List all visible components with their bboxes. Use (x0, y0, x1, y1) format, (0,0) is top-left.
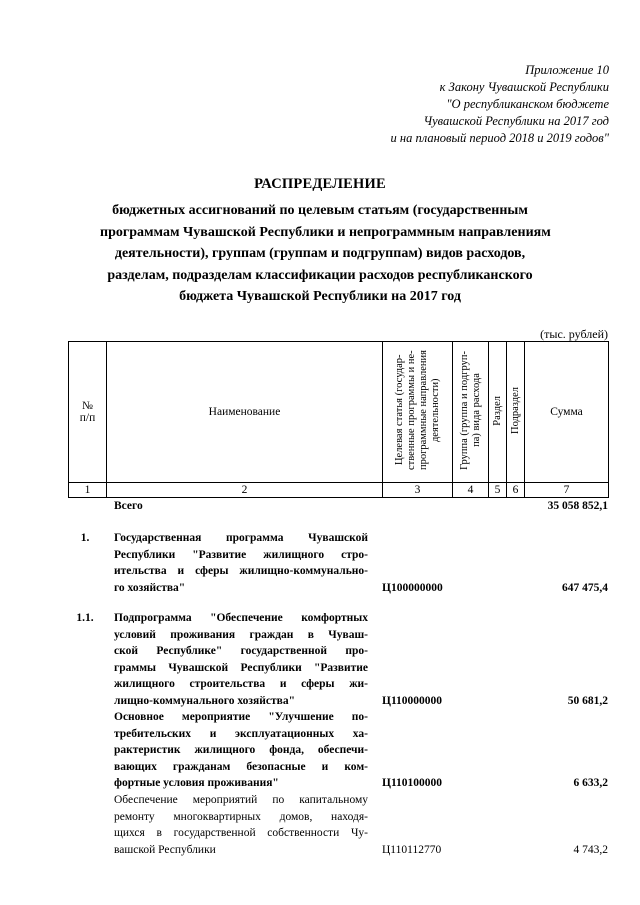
header-subsection (507, 342, 525, 483)
header-target-line: деятельности) (429, 378, 441, 443)
row-sum: 35 058 852,1 (547, 500, 608, 512)
row-name (114, 792, 368, 858)
row-name-line: ремонту многоквартирных домов, находя- (114, 810, 368, 823)
budget-table (68, 341, 609, 498)
row-name-line: Республики "Развитие жилищного стро- (114, 548, 368, 561)
header-target (383, 342, 453, 483)
row-name-line: жилищного строительства и сферы жи- (114, 678, 368, 690)
annex-line: Приложение 10 (525, 63, 609, 77)
subtitle-line: разделам, подразделам классификации расходов республиканского (107, 267, 533, 283)
row-name (114, 610, 368, 709)
subtitle-line: бюджета Чувашской Республики на 2017 год (179, 289, 461, 304)
row-name-line: условий проживания граждан в Чуваш- (114, 628, 368, 641)
row-sum: 50 681,2 (567, 694, 608, 707)
row-name-line: Основное мероприятие "Улучшение по- (114, 711, 368, 723)
row-code: Ц100000000 (382, 581, 443, 594)
index-cell: 3 (383, 483, 453, 498)
index-cell: 6 (507, 483, 525, 498)
row-name-line: граммы Чувашской Республики "Развитие (114, 661, 368, 674)
header-group (453, 342, 489, 483)
header-name: Наименование (107, 342, 383, 483)
header-subsection-text: Подраздел (509, 387, 521, 434)
header-target-line: ственные программы и не- (405, 350, 417, 471)
header-num: № п/п (69, 342, 107, 483)
row-name (114, 709, 368, 792)
row-name (114, 498, 368, 515)
document-title: РАСПРЕДЕЛЕНИЕ (254, 176, 386, 192)
table-index-row (69, 483, 609, 498)
row-name-line: вающих гражданам безопасные и ком- (114, 760, 368, 773)
row-name-line: фортные условия проживания" (114, 777, 279, 789)
row-code: Ц110112770 (382, 843, 442, 856)
table-header-row (69, 342, 609, 483)
subtitle-line: бюджетных ассигнований по целевым статьям (государственным (112, 203, 528, 218)
header-group-line: па) вида расхода (470, 373, 482, 448)
row-name-line: требительских и эксплуатационных ха- (114, 727, 368, 740)
annex-line: к Закону Чувашской Республики (439, 80, 609, 94)
header-section (489, 342, 507, 483)
row-name-line: Всего (114, 500, 143, 512)
row-code: Ц110000000 (382, 694, 443, 707)
document-subtitle (100, 200, 551, 308)
row-name-line: лищно-коммунального хозяйства" (114, 694, 295, 707)
row-name-line: вашской Республики (114, 843, 216, 856)
header-sum: Сумма (525, 342, 609, 483)
row-sum: 647 475,4 (562, 581, 608, 594)
header-target-line: программные направления (417, 350, 429, 471)
row-sum: 4 743,2 (573, 843, 608, 856)
index-cell: 2 (107, 483, 383, 498)
row-name-line: щихся в государственной собственности Чу- (114, 827, 368, 839)
index-cell: 7 (525, 483, 609, 498)
row-num: 1.1. (76, 612, 94, 624)
row-name-line: рактеристик жилищного фонда, обеспечи- (114, 744, 368, 756)
annex-line: и на плановый период 2018 и 2019 годов" (390, 131, 609, 145)
index-cell: 1 (69, 483, 107, 498)
row-name-line: го хозяйства" (114, 581, 186, 594)
row-name-line: ской Республике" государственной про- (114, 645, 368, 657)
row-num: 1. (80, 532, 90, 544)
subtitle-line: программам Чувашской Республики и непрограммным направлениям (100, 224, 551, 240)
index-cell: 5 (489, 483, 507, 498)
header-section-text: Раздел (491, 395, 503, 426)
subtitle-line: деятельности), группам (группам и подгруппам) видов расходов, (114, 246, 526, 261)
row-code: Ц110100000 (382, 777, 443, 789)
row-name (114, 530, 368, 596)
header-group-line: Группа (группа и подгруп- (458, 351, 470, 470)
index-cell: 4 (453, 483, 489, 498)
header-target-text (394, 350, 442, 470)
row-name-line: Государственная программа Чувашской (114, 532, 368, 544)
header-target-line: Целевая статья (государ- (393, 355, 405, 466)
annex-line: Чувашской Республики на 2017 год (423, 114, 609, 128)
units-label: (тыс. рублей) (540, 327, 608, 341)
row-name-line: Обеспечение мероприятий по капитальному (114, 794, 368, 806)
annex-block (309, 62, 609, 147)
header-group-text (459, 351, 483, 470)
row-sum: 6 633,2 (573, 777, 608, 789)
row-name-line: Подпрограмма "Обеспечение комфортных (114, 612, 368, 624)
row-name-line: ительства и сферы жилищно-коммунально- (114, 565, 368, 577)
annex-line: "О республиканском бюджете (446, 97, 609, 111)
